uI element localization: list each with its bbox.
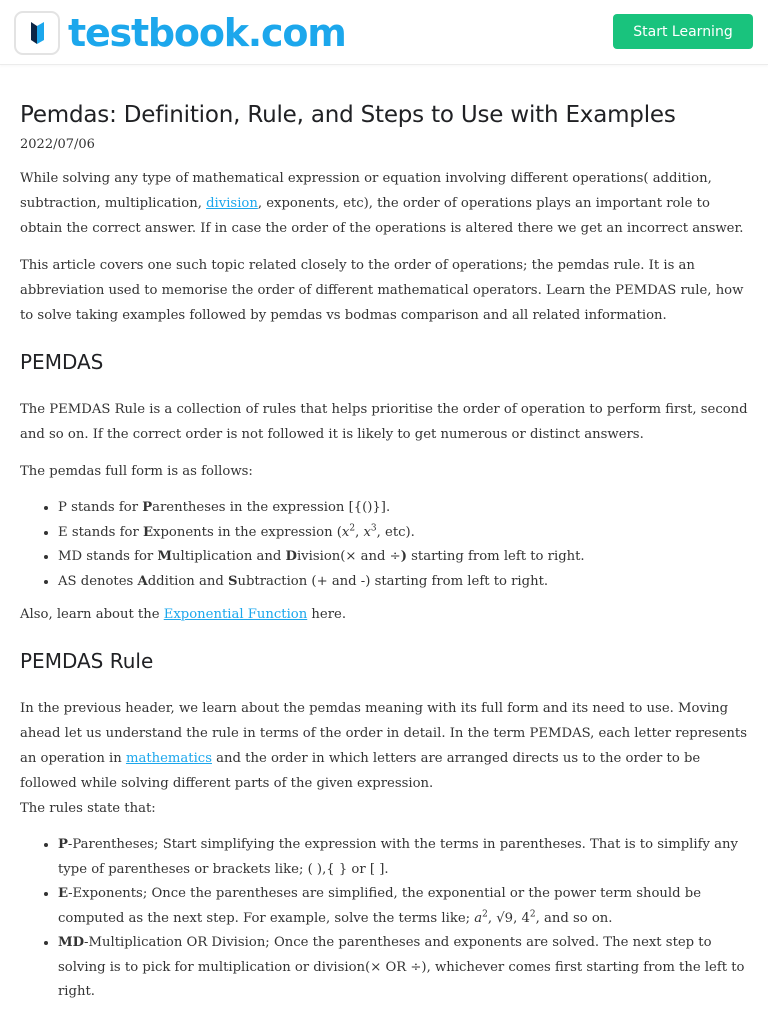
section-heading-pemdas: PEMDAS bbox=[20, 350, 104, 374]
book-icon bbox=[14, 11, 60, 55]
pemdas-description: The PEMDAS Rule is a collection of rules that helps prioritise the order of operation to perform first, second and so on. If the correct order is not followed it is likely to get numerous or distinct answers. bbox=[20, 402, 748, 442]
division-link[interactable]: division bbox=[206, 196, 258, 211]
pemdas-rule-paragraph: In the previous header, we learn about the pemdas meaning with its full form and its need to use. Moving ahead let us understand the rule in terms of the order in detail. In the term PEMDAS, each letter represents an operation in mathematics and the order in which letters are arranged directs us to the order to be followed while solving different parts of the given expression. bbox=[20, 701, 747, 791]
article bbox=[0, 102, 768, 1005]
list-item: • AS denotes Addition and Subtraction (+ and -) starting from left to right. bbox=[58, 570, 748, 595]
rules-intro: The rules state that: bbox=[20, 801, 156, 816]
section-heading-pemdas-rule: PEMDAS Rule bbox=[20, 649, 154, 673]
publish-date: 2022/07/06 bbox=[20, 137, 95, 152]
list-item: • MD stands for Multiplication and Division(× and ÷) starting from left to right. bbox=[58, 545, 748, 570]
intro-paragraph-2: This article covers one such topic related closely to the order of operations; the pemdas rule. It is an abbreviation used to memorise the order of different mathematical operators. Learn the PEMDAS rule, how to solve taking examples followed by pemdas vs bodmas comparison and all related information. bbox=[20, 258, 744, 323]
mathematics-link[interactable]: mathematics bbox=[125, 751, 212, 766]
start-learning-button[interactable]: Start Learning bbox=[613, 14, 753, 49]
rules-list bbox=[20, 833, 748, 1005]
full-form-intro: The pemdas full form is as follows: bbox=[20, 464, 253, 479]
intro-paragraph: While solving any type of mathematical expression or equation involving different operations( addition, subtraction, multiplication, division, exponents, etc), the order of operations plays an important role to obtain the correct answer. If in case the order of the operations is altered there we get an incorrect answer. bbox=[20, 171, 744, 236]
exponential-function-link[interactable]: Exponential Function bbox=[163, 607, 308, 622]
list-item: • MD-Multiplication OR Division; Once the parentheses and exponents are solved. The next step to solving is to pick for multiplication or division(× OR ÷), whichever comes first starting from the left to right. bbox=[58, 931, 748, 1005]
site-header bbox=[0, 0, 768, 65]
also-learn-paragraph: Also, learn about the Exponential Function here. bbox=[20, 607, 347, 622]
site-logo[interactable] bbox=[14, 10, 346, 56]
page-title: Pemdas: Definition, Rule, and Steps to Use with Examples bbox=[20, 102, 676, 128]
list-item: • P-Parentheses; Start simplifying the expression with the terms in parentheses. That is to simplify any type of parentheses or brackets like; ( ),{ } or [ ]. bbox=[58, 833, 748, 882]
full-form-list bbox=[20, 496, 748, 594]
list-item: • E stands for Exponents in the expression ($x^2$, $x^3$, etc). bbox=[58, 521, 748, 546]
list-item: • E-Exponents; Once the parentheses are simplified, the exponential or the power term should be computed as the next step. For example, solve the terms like; $a^2$, √9, $4^2$, and so on. bbox=[58, 882, 748, 931]
logo-text: testbook.com bbox=[68, 11, 346, 55]
list-item: • P stands for Parentheses in the expression [{()}]. bbox=[58, 496, 748, 521]
